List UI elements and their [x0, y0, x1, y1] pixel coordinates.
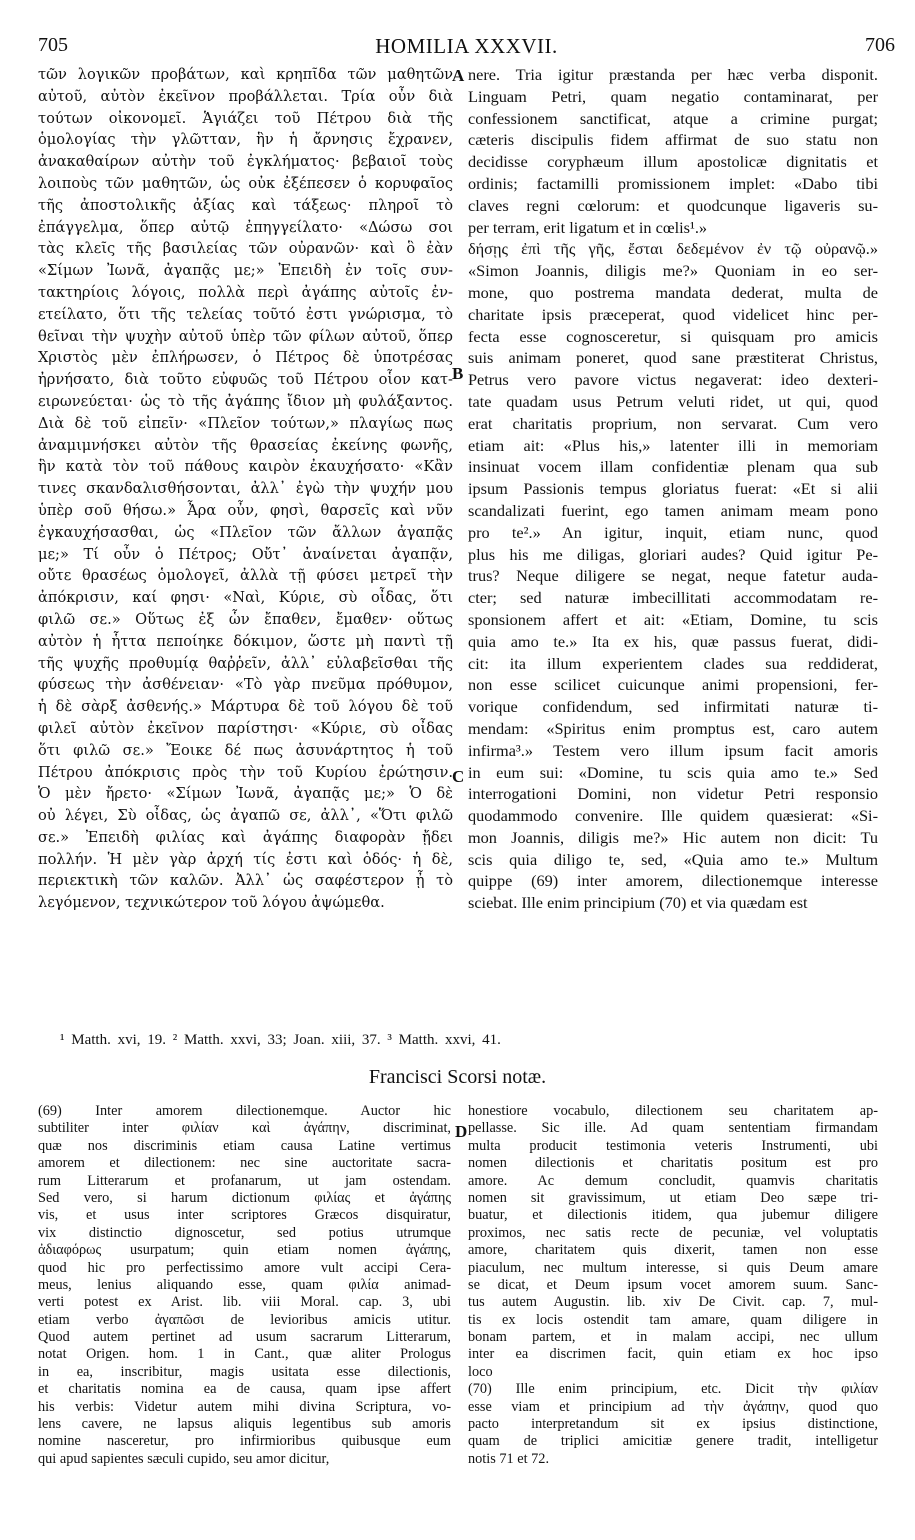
- latin-text-line: suis animam poneret, quod sane præstiterat Christus,: [468, 348, 878, 368]
- greek-text-line: Ὁ μὲν ἤρετο· «Σίμων Ἰωνᾶ, ἀγαπᾷς με;» Ὁ δὲ: [38, 785, 453, 803]
- latin-text-line: quippe (69) inter amorem, dilectionemque interesse: [468, 871, 878, 891]
- latin-text-line: per terram, erit ligatum et in cœlis¹.»: [468, 217, 708, 237]
- note-text-line: his verbis: Videtur autem mihi divina Scriptura, vo-: [38, 1398, 451, 1415]
- note-text-line: se dicat, et Deum ipsum vocet amorem suum. Sanc-: [468, 1276, 878, 1293]
- greek-text-line: ὑπὲρ σοῦ θήσω.» Ἆρα οὖν, φησὶ, θαρσεῖς καὶ νῦν: [38, 501, 453, 519]
- greek-text-line: ἀναμιμνήσκει αὐτὸν τῆς θρασείας ἐκείνης φωνῆς,: [38, 436, 453, 454]
- note-text-line: amorem et dilectionem: nec sine auctoritate sacra-: [38, 1155, 451, 1172]
- greek-text-line: ειρωνεύεται· ὡς τὸ τῆς ἀγάπης ἴδιον μὴ φυλάξαντος.: [38, 392, 453, 410]
- latin-text-line: quodammodo convenire. Ille quidem quæsierat: «Si-: [468, 806, 878, 826]
- greek-text-line: ἀπόκρισιν, καί φησι· «Ναὶ, Κύριε, σὺ οἶδας, ὅτι: [38, 589, 453, 607]
- greek-text-line: ετείλατο, ὅτι τῆς τελείας τοῦτό ἐστι γνώρισμα, τὸ: [38, 305, 453, 323]
- greek-text-line: λεγόμενον, τεχνικώτερον τοῦ λόγου ἀψώμεθα.: [38, 894, 385, 912]
- greek-text-line: Πέτρου ἀπόκρισις πρὸς τὴν τοῦ Κυρίου ἐρώτησιν.: [38, 763, 453, 781]
- greek-text-line: ἠρνήσατο, διὰ τοῦτο εὐφυῶς τοῦ Πέτρου οἷον κατ-: [38, 371, 453, 389]
- note-text-line: qui apud sapientes sæculi cupido, seu amor dicitur,: [38, 1450, 330, 1467]
- note-text-line: notat Origen. hom. 1 in Cant., quæ aliter Prologus: [38, 1346, 451, 1363]
- note-text-line: verti potest ex Arist. lib. viii Moral. cap. 3, ubi: [38, 1294, 451, 1311]
- note-text-line: multa producit testimonia veteris Instrumenti, ubi: [468, 1137, 878, 1154]
- greek-text-line: Διὰ δὲ τοῦ εἰπεῖν· «Πλεῖον τούτων,» πλαγίως πως: [38, 414, 453, 432]
- greek-text-line: τῆς ψυχῆς προθυμίᾳ θαῤῥεῖν, ἀλλ᾽ εὐλαβεῖσθαι τῆς: [38, 654, 453, 672]
- greek-text-column: [38, 64, 453, 914]
- greek-text-line: τῆς ἀποστολικῆς ἀξίας καὶ τάξεως· πληροῖ τὸ: [38, 196, 453, 214]
- greek-text-line: τὰς κλεῖς τῆς βασιλείας τῶν οὐρανῶν· καὶ ὃ ἐὰν: [38, 240, 453, 258]
- notes-heading: Francisci Scorsi notæ.: [368, 1066, 547, 1088]
- page-number-left: 705: [38, 34, 68, 56]
- section-marker-b: B: [452, 364, 464, 383]
- note-text-line: vis, et usus inter scriptores Græcos disquiratur,: [38, 1207, 451, 1224]
- page-number-right: 706: [865, 34, 895, 56]
- note-text-line: notis 71 et 72.: [468, 1450, 550, 1467]
- greek-text-line: ἣν κατὰ τὸν τοῦ πάθους καιρὸν ἐκαυχήσατο· «Κἂν: [38, 458, 453, 476]
- note-text-line: Sed vero, si harum dictionum φιλίας et ἀγάπης: [38, 1189, 451, 1206]
- note-text-line: honestiore vocabulo, dilectionem seu charitatem ap-: [468, 1103, 878, 1119]
- greek-text-line: οὔτε θρασέως ὁμολογεῖ, ἀλλὰ τῇ φύσει μετρεῖ τὴν: [38, 567, 453, 585]
- latin-text-line: «Simon Joannis, diligis me?» Quoniam in eo ser-: [468, 261, 878, 281]
- greek-text-line: αὐτοῦ, αὐτὸν ἐκεῖνον προβάλλεται. Τρία οὖν διὰ: [38, 87, 453, 105]
- latin-text-line: etiam ait: «Plus his,» latenter illi in memoriam: [468, 435, 878, 455]
- note-text-line: meus, lenius aliquando esse, quam φιλία animad-: [38, 1276, 451, 1293]
- note-text-line: piaculum, nec multum interesse, si quis Deum amare: [468, 1259, 878, 1276]
- greek-text-line: φιλεῖ αὐτὸν ἐκεῖνον παρίστησι· «Κύριε, σὺ οἶδας: [38, 719, 453, 737]
- latin-text-line: interrogationi Domini, non videtur Petri responsio: [468, 784, 878, 804]
- latin-text-line: tate quadam usus Petrum veluti ridet, ut qui, quod: [468, 391, 878, 411]
- greek-text-line: πολλήν. Ἡ μὲν γὰρ ἀρχή τίς ἐστι καὶ ὁδός· ἡ δὲ,: [38, 850, 453, 868]
- note-text-line: amore. Ac demum concludit, quamvis charitatis: [468, 1172, 878, 1189]
- latin-text-line: infirma³.» Testem vero illum ipsum facit amoris: [468, 740, 878, 760]
- note-column-right: [468, 1103, 878, 1468]
- latin-text-line: sponsionem affert et ait: «Etiam, Domine, tu scis: [468, 609, 878, 629]
- greek-text-line: τῶν λογικῶν προβάτων, καὶ κρηπῖδα τῶν μαθητῶν: [38, 66, 453, 83]
- note-text-line: loco: [468, 1363, 493, 1380]
- note-text-line: amore, charitatem quis dixerit, tamen non esse: [468, 1242, 878, 1259]
- greek-text-line: φύσεως τὴν ἀσθένειαν· «Τὸ γὰρ πνεῦμα πρόθυμον,: [38, 676, 453, 694]
- latin-text-line: plus his me diligas, gloriari audes? Quid igitur Pe-: [468, 544, 878, 564]
- latin-text-line: pro te².» An igitur, inquit, etiam nunc, quod: [468, 522, 878, 542]
- note-text-line: quam de triplici amicitiæ genere tradit, intelligetur: [468, 1433, 878, 1450]
- latin-text-line: cit: ita illum experientem clades sua reddiderat,: [468, 653, 878, 673]
- latin-text-line: fecta esse cognosceretur, si quisquam pro amicis: [468, 326, 878, 346]
- page-header: [38, 34, 895, 60]
- note-text-line: vix distinctio dignoscetur, sed potius utrumque: [38, 1224, 451, 1241]
- note-column-left: [38, 1103, 451, 1468]
- latin-text-line: scandalizati fuerint, ego tamen animam meam pono: [468, 500, 878, 520]
- greek-text-line: περιεκτικὴ τῶν καλῶν. Ἀλλ᾽ ὡς σαφέστερον ᾖ τὸ: [38, 872, 453, 890]
- section-marker-d: D: [455, 1122, 468, 1141]
- latin-text-line: cter; sed naturæ imbecillitati accommodatam re-: [468, 588, 878, 608]
- note-text-line: buatur, et dilectionis itidem, qua jubemur diligere: [468, 1207, 878, 1224]
- note-text-line: Quod autem pertinet ad usum sacrarum Litterarum,: [38, 1329, 451, 1346]
- latin-text-line: non esse scilicet cuicunque animi propensioni, fer-: [468, 675, 878, 695]
- greek-text-line: ἐγκαυχήσασθαι, ὡς «Πλεῖον τῶν ἄλλων ἀγαπᾷς: [38, 523, 453, 541]
- latin-text-line: insinuat vocem illam confidentiæ plenam qua sub: [468, 457, 878, 477]
- note-text-line: tis ex locis ostendit tam amare, quam diligere in: [468, 1311, 878, 1328]
- latin-text-column: [468, 64, 878, 914]
- note-text-line: subtiliter inter φιλίαν καὶ ἀγάπην, discriminat,: [38, 1120, 451, 1137]
- greek-text-line: «Σίμων Ἰωνᾶ, ἀγαπᾷς με;» Ἐπειδὴ ἐν τοῖς συν-: [38, 262, 453, 280]
- latin-text-line: mone, quo postrema mandata dederat, multa de: [468, 282, 878, 302]
- latin-text-line: quia amo te.» Ita ex his, quæ passus fuerat, didi-: [468, 631, 878, 651]
- latin-text-line: vorique confidendum, sed infirmitati naturæ ti-: [468, 697, 878, 717]
- greek-text-line: με;» Τί οὖν ὁ Πέτρος; Οὔτ᾽ ἀναίνεται ἀγαπᾷν,: [38, 545, 453, 563]
- greek-text-line: αὐτὸν ἡ ἧττα πεποίηκε δόκιμον, ὥστε μὴ παντὶ τῇ: [38, 632, 453, 650]
- latin-text-line: decidisse coryphæum illum apostolicæ dignitatis et: [468, 152, 878, 172]
- note-text-line: quæ nos discriminis etiam causa Latine vertimus: [38, 1137, 451, 1154]
- note-text-line: (70) Ille enim principium, etc. Dicit τὴν φιλίαν: [468, 1381, 878, 1398]
- greek-text-line: φιλῶ σε.» Οὕτως ἐξ ὧν ἔπαθεν, ἔμαθεν· οὕτως: [38, 610, 453, 628]
- latin-text-line: ordinis; factamilli promissionem implet: «Dabo tibi: [468, 173, 878, 193]
- latin-text-line: nere. Tria igitur præstanda per hæc verba disponit.: [468, 65, 878, 84]
- greek-text-line: τακτηρίοις λόγοις, πολλὰ περὶ ἀγάπης αὐτοῖς ἐν-: [38, 283, 453, 301]
- footnotes: ¹ Matth. xvi, 19. ² Matth. xxvi, 33; Joan. xiii, 37. ³ Matth. xxvi, 41.: [60, 1032, 501, 1048]
- latin-text-line: Petrus vero pavore victus negaverat: ideo dexteri-: [468, 370, 878, 390]
- greek-text-line: ἀνακαθαίρων αὐτὴν τοῦ ἐγκλήματος· βεβαιοῖ τοὺς: [38, 153, 453, 171]
- note-text-line: ἀδιαφόρως usurpatum; quin etiam nomen ἀγάπης,: [38, 1242, 451, 1259]
- greek-text-line: Χριστὸς μὲν ἐπλήρωσεν, ὁ Πέτρος δὲ ὑποτρέσας: [38, 349, 453, 367]
- latin-text-line: δήσῃς ἐπὶ τῆς γῆς, ἔσται δεδεμένον ἐν τῷ οὐρανῷ.»: [468, 239, 878, 259]
- note-text-line: tus autem Augustin. lib. xiv De Civit. cap. 7, mul-: [468, 1294, 878, 1311]
- latin-text-line: sciebat. Ille enim principium (70) et via quædam est: [468, 893, 808, 913]
- note-text-line: inter ea discrimen facit, quin etiam ex hoc ipso: [468, 1346, 878, 1363]
- note-text-line: (69) Inter amorem dilectionemque. Auctor hic: [38, 1103, 451, 1119]
- note-text-line: in ea, inscribitur, magis usitata esse dilectionis,: [38, 1363, 451, 1380]
- note-text-line: nomine nasceretur, pro infirmioribus quibusque eum: [38, 1433, 451, 1450]
- greek-text-line: ἡ δὲ σὰρξ ἀσθενής.» Μάρτυρα δὲ τοῦ λόγου δὲ τοῦ: [38, 698, 453, 716]
- note-text-line: nomen dilectionis et charitatis positum est pro: [468, 1155, 878, 1172]
- greek-text-line: ὁμολογίας τὴν γλῶτταν, ἣν ἡ ἄρνησις ἔχρανεν,: [38, 131, 453, 149]
- latin-text-line: scis quia diligo te, sed, «Quia amo te.» Multum: [468, 849, 878, 869]
- latin-text-line: mon Joannis, diligis me?» Hic autem non dicit: Tu: [468, 827, 878, 847]
- running-title: HOMILIA XXXVII.: [375, 34, 558, 58]
- note-text-line: pellasse. Sic ille. Ad quam sententiam firmandam: [468, 1120, 878, 1137]
- latin-text-line: erat charitatis proprium, non servarat. Cum vero: [468, 413, 878, 433]
- latin-text-line: charitate ipsis præceperat, quod videlicet hinc per-: [468, 304, 878, 324]
- latin-text-line: mendam: «Spiritus enim promptus est, caro autem: [468, 718, 878, 738]
- section-marker-c: C: [452, 767, 465, 786]
- latin-text-line: in eum sui: «Domine, tu scis quia amo te.» Sed: [468, 762, 878, 782]
- latin-text-line: claves regni cœlorum: et quodcunque ligaveris su-: [468, 195, 878, 215]
- greek-text-line: λοιποὺς τῶν μαθητῶν, ὡς οὐκ ἐξέπεσεν ὁ κορυφαῖος: [38, 174, 453, 192]
- greek-text-line: ἐπάγγελμα, ὅπερ αὐτῷ ἐπηγγείλατο· «Δώσω σοι: [38, 218, 453, 236]
- note-text-line: nomen sit gravissimum, ut etiam Deo sæpe tri-: [468, 1189, 878, 1206]
- note-text-line: etiam verbo ἀγαπῶσι de levioribus amicis utitur.: [38, 1311, 451, 1328]
- latin-text-line: trus? Neque diligere se negat, neque fatetur auda-: [468, 566, 878, 586]
- section-marker-a: A: [452, 66, 465, 85]
- note-text-line: quod hic pro perfectissimo amore vult accipi Cera-: [38, 1259, 451, 1276]
- note-text-line: bonam partem, et in malam accipi, nec ullum: [468, 1329, 878, 1346]
- note-text-line: pacto interpretandum sit ex ipsius distinctione,: [468, 1416, 878, 1433]
- greek-text-line: τινες σκανδαλισθήσονται, ἀλλ᾽ ἐγὼ τὴν ψυχήν μου: [38, 480, 453, 498]
- note-text-line: proximos, nec satis recte de pecuniæ, vel voluptatis: [468, 1224, 878, 1241]
- note-text-line: esse viam et principium ad τὴν ἀγάπην, quod quo: [468, 1398, 878, 1415]
- latin-text-line: Linguam Petri, quam negatio contaminarat, per: [468, 86, 878, 106]
- greek-text-line: ὅτι φιλῶ σε.» Ἔοικε δέ πως ἀσυνάρτητος ἡ τοῦ: [38, 741, 453, 759]
- note-text-line: lens cavere, ne lapsus aliquis legentibus sub amoris: [38, 1416, 451, 1433]
- latin-text-line: confessionem sanctificat, atque a crimine purgat;: [468, 108, 878, 128]
- greek-text-line: σε.» Ἐπειδὴ φιλίας καὶ ἀγάπης διαφορὰν ᾔδει: [38, 828, 453, 846]
- latin-text-line: ipsum Passionis tempus gloriatus fuerat: «Et si alii: [468, 479, 878, 499]
- greek-text-line: θεῖναι τὴν ψυχὴν αὐτοῦ ὑπὲρ τῶν φίλων αὐτοῦ, ὅπερ: [38, 327, 453, 345]
- note-text-line: rum Litterarum et profanarum, ut jam ostendam.: [38, 1172, 451, 1189]
- note-text-line: et charitatis nomina ea de causa, quam ipse affert: [38, 1381, 451, 1398]
- greek-text-line: τούτων οἰκονομεῖ. Ἁγιάζει τοῦ Πέτρου διὰ τῆς: [38, 109, 453, 127]
- latin-text-line: cæteris discipulis fidem affirmat de suo statu non: [468, 130, 878, 150]
- greek-text-line: οὐ λέγει, Σὺ οἶδας, ὡς ἀγαπῶ σε, ἀλλ᾽, «Ὅτι φιλῶ: [38, 807, 453, 825]
